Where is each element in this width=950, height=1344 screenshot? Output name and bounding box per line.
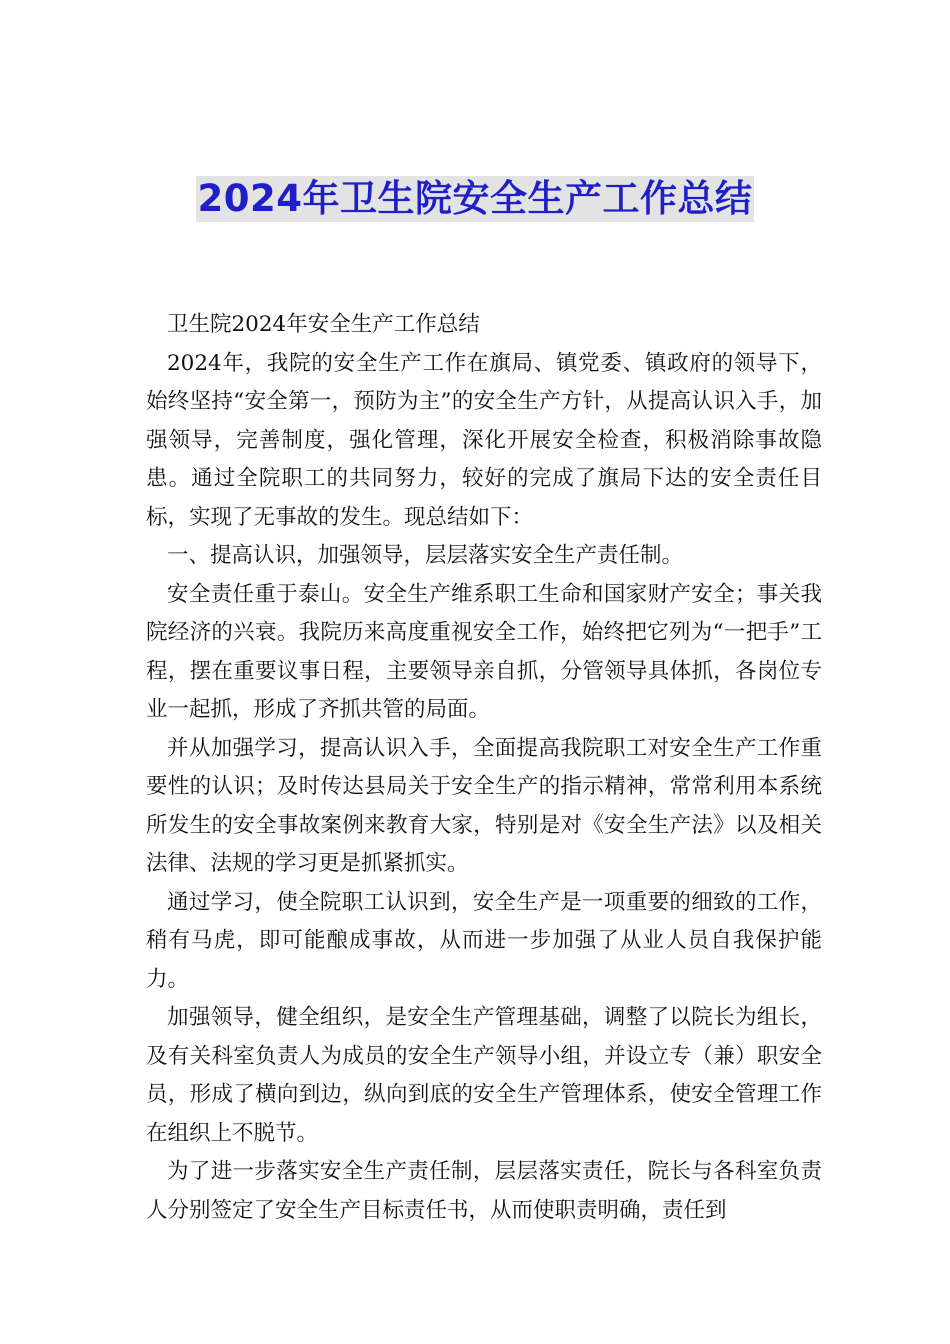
- paragraph: 为了进一步落实安全生产责任制，层层落实责任，院长与各科室负责人分别签定了安全生产目标责任书，从而使职责明确，责任到: [146, 1159, 822, 1223]
- document-body: [146, 306, 822, 1230]
- title-container: [0, 176, 950, 222]
- paragraph: 并从加强学习，提高认识入手，全面提高我院职工对安全生产工作重要性的认识；及时传达县局关于安全生产的指示精神，常常利用本系统所发生的安全事故案例来教育大家，特别是对《安全生产法》以及相关法律、法规的学习更是抓紧抓实。: [146, 735, 822, 876]
- paragraph: 通过学习，使全院职工认识到，安全生产是一项重要的细致的工作，稍有马虎，即可能酿成事故，从而进一步加强了从业人员自我保护能力。: [146, 889, 822, 992]
- paragraph: 加强领导，健全组织，是安全生产管理基础，调整了以院长为组长，及有关科室负责人为成员的安全生产领导小组，并设立专（兼）职安全员，形成了横向到边，纵向到底的安全生产管理体系，使安全管理工作在组织上不脱节。: [146, 1005, 822, 1146]
- section-heading: 一、提高认识，加强领导，层层落实安全生产责任制。: [167, 543, 684, 568]
- paragraph: 2024年，我院的安全生产工作在旗局、镇党委、镇政府的领导下，始终坚持“安全第一，预防为主”的安全生产方针，从提高认识入手，加强领导，完善制度，强化管理，深化开展安全检查，积极消除事故隐患。通过全院职工的共同努力，较好的完成了旗局下达的安全责任目标，实现了无事故的发生。现总结如下：: [146, 350, 822, 530]
- document-title: 2024年卫生院安全生产工作总结: [197, 177, 753, 220]
- paragraph: 安全责任重于泰山。安全生产维系职工生命和国家财产安全；事关我院经济的兴衰。我院历来高度重视安全工作，始终把它列为“一把手”工程，摆在重要议事日程，主要领导亲自抓，分管领导具体抓，各岗位专业一起抓，形成了齐抓共管的局面。: [146, 581, 822, 722]
- paragraph-subtitle: 卫生院2024年安全生产工作总结: [167, 312, 480, 337]
